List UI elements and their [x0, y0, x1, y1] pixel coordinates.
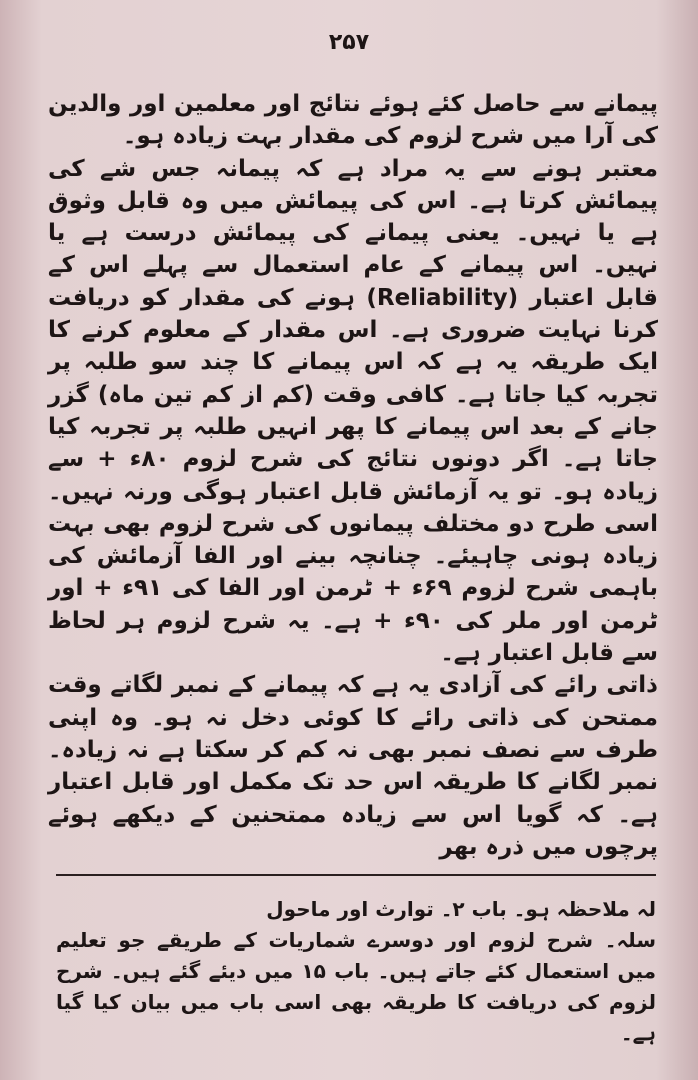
- paragraph-2: معتبر ہونے سے یہ مراد ہے کہ پیمانہ جس شے کی پیمائش کرتا ہے۔ اس کی پیمائش میں وہ قابل وثوق ہے یا نہیں۔ یعنی پیمانے کی پیمائش درست ہے یا نہیں۔ اس پیمانے کے عام استعمال سے پہلے اس کے قابل اعتبار (Reliability) ہونے کی مقدار کو دریافت کرنا نہایت ضروری ہے۔ اس مقدار کے معلوم کرنے کا ایک طریقہ یہ ہے کہ اس پیمانے کا چند سو طلبہ پر تجربہ کیا جاتا ہے۔ کافی وقت (کم از کم تین ماہ) گزر جانے کے بعد اس پیمانے کا پھر انہیں طلبہ پر تجربہ کیا جاتا ہے۔ اگر دونوں نتائج کی شرح لزوم ۸۰ء + سے زیادہ ہو۔ تو یہ آزمائش قابل اعتبار ہوگی ورنہ نہیں۔ اسی طرح دو مختلف پیمانوں کی شرح لزوم بھی بہت زیادہ ہونی چاہیئے۔ چنانچہ بینے اور الفا آزمائش کی باہمی شرح لزوم ۶۹ء + ٹرمن اور الفا کی ۹۱ء + اور ٹرمن اور ملر کی ۹۰ء + ہے۔ یہ شرح لزوم ہر لحاظ سے قابل اعتبار ہے۔: [48, 155, 659, 667]
- paragraph-1: پیمانے سے حاصل کئے ہوئے نتائج اور معلمین اور والدین کی آرا میں شرح لزوم کی مقدار بہت زیادہ ہو۔: [48, 91, 658, 150]
- footnote-divider: [56, 874, 656, 876]
- footnote-1: لہ ملاحظہ ہو۔ باب ۲۔ توارث اور ماحول: [266, 897, 656, 921]
- paragraph-3: ذاتی رائے کی آزادی یہ ہے کہ پیمانے کے نمبر لگاتے وقت ممتحن کی ذاتی رائے کا کوئی دخل نہ ہو۔ وہ اپنی طرف سے نصف نمبر بھی نہ کم کر سکتا ہے نہ زیادہ۔ نمبر لگانے کا طریقہ اس حد تک مکمل اور قابل اعتبار ہے۔ کہ گویا اس سے زیادہ ممتحنین کے دیکھے ہوئے پرچوں میں ذرہ بھر: [48, 672, 658, 860]
- footnote-2: سلہ۔ شرح لزوم اور دوسرے شماریات کے طریقے جو تعلیم میں استعمال کئے جاتے ہیں۔ باب ۱۵ میں دیئے گئے ہیں۔ شرح لزوم کی دریافت کا طریقہ بھی اسی باب میں بیان کیا گیا ہے۔: [56, 928, 657, 1045]
- page-number: ۲۵۷: [328, 30, 370, 55]
- footnotes: [56, 894, 656, 1049]
- body-text: [48, 88, 658, 863]
